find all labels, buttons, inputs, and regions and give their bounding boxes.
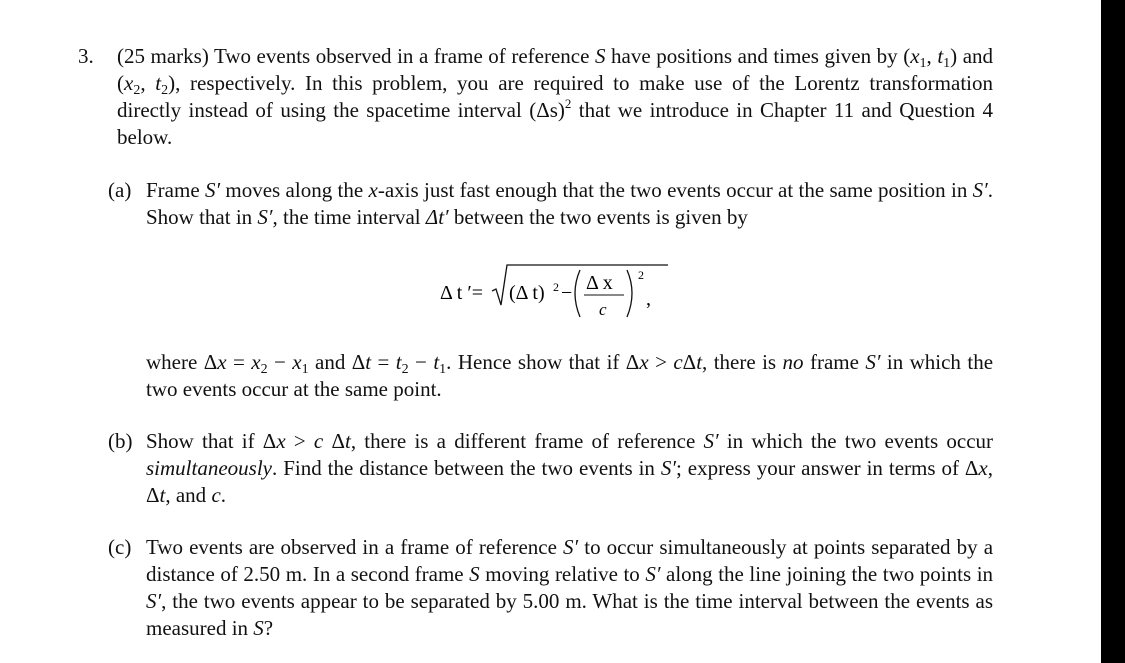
part-c-label: (c) — [108, 535, 132, 559]
formula-term1: (Δ t) — [509, 282, 545, 304]
time-dilation-formula — [440, 255, 670, 330]
formula-denominator: c — [599, 300, 607, 319]
question-intro: (25 marks) Two events observed in a frame of reference S have positions and times given by ($x_1$, $t_1$) and ($x_2$, $t_2$), respectively. In this problem, you are required to make use of the Lorentz transformation directly instead of using the spacetime interval $(\Delta s)^2$ that we introduce in Chapter 11 and Question 4 below. — [117, 44, 994, 149]
formula-term1-exp: 2 — [553, 280, 559, 294]
part-a-text: Frame S′ moves along the x-axis just fast enough that the two events occur at the same position in S′. Show that in S′, the time interval Δt′ between the two events is given by — [146, 178, 993, 229]
part-a-label: (a) — [108, 178, 132, 202]
part-c-text: Two events are observed in a frame of reference S′ to occur simultaneously at points separated by a distance of 2.50 m. In a second frame S moving relative to S′ along the line joining the two points in S′, the two events appear to be separated by 5.00 m. What is the time interval between the events as measured in S? — [146, 535, 994, 640]
part-b-text: Show that if Δx > c Δt, there is a different frame of reference S′ in which the two events occur simultaneously. Find the distance between the two events in S′; express your answer in terms of Δx, Δt, and c. — [146, 429, 994, 507]
formula-outer-exp: 2 — [638, 268, 644, 282]
right-paren — [627, 270, 632, 317]
scrollbar[interactable] — [1101, 0, 1125, 663]
question-number: 3. — [78, 44, 94, 68]
spacetime-interval: $(\Delta s)^2$ — [529, 96, 572, 122]
formula-comma: , — [646, 288, 651, 310]
left-paren — [575, 270, 580, 317]
formula-minus: − — [561, 282, 573, 304]
formula-numerator: Δ x — [586, 272, 613, 294]
part-b-label: (b) — [108, 429, 133, 453]
formula-lhs: Δ t ′= — [440, 282, 483, 304]
part-a-text-2: where $\Delta x = x_2 - x_1$ and $\Delta t = t_2 - t_1$. Hence show that if Δx > cΔt, there is no frame S′ in which the two events occur at the same point. — [146, 350, 994, 401]
